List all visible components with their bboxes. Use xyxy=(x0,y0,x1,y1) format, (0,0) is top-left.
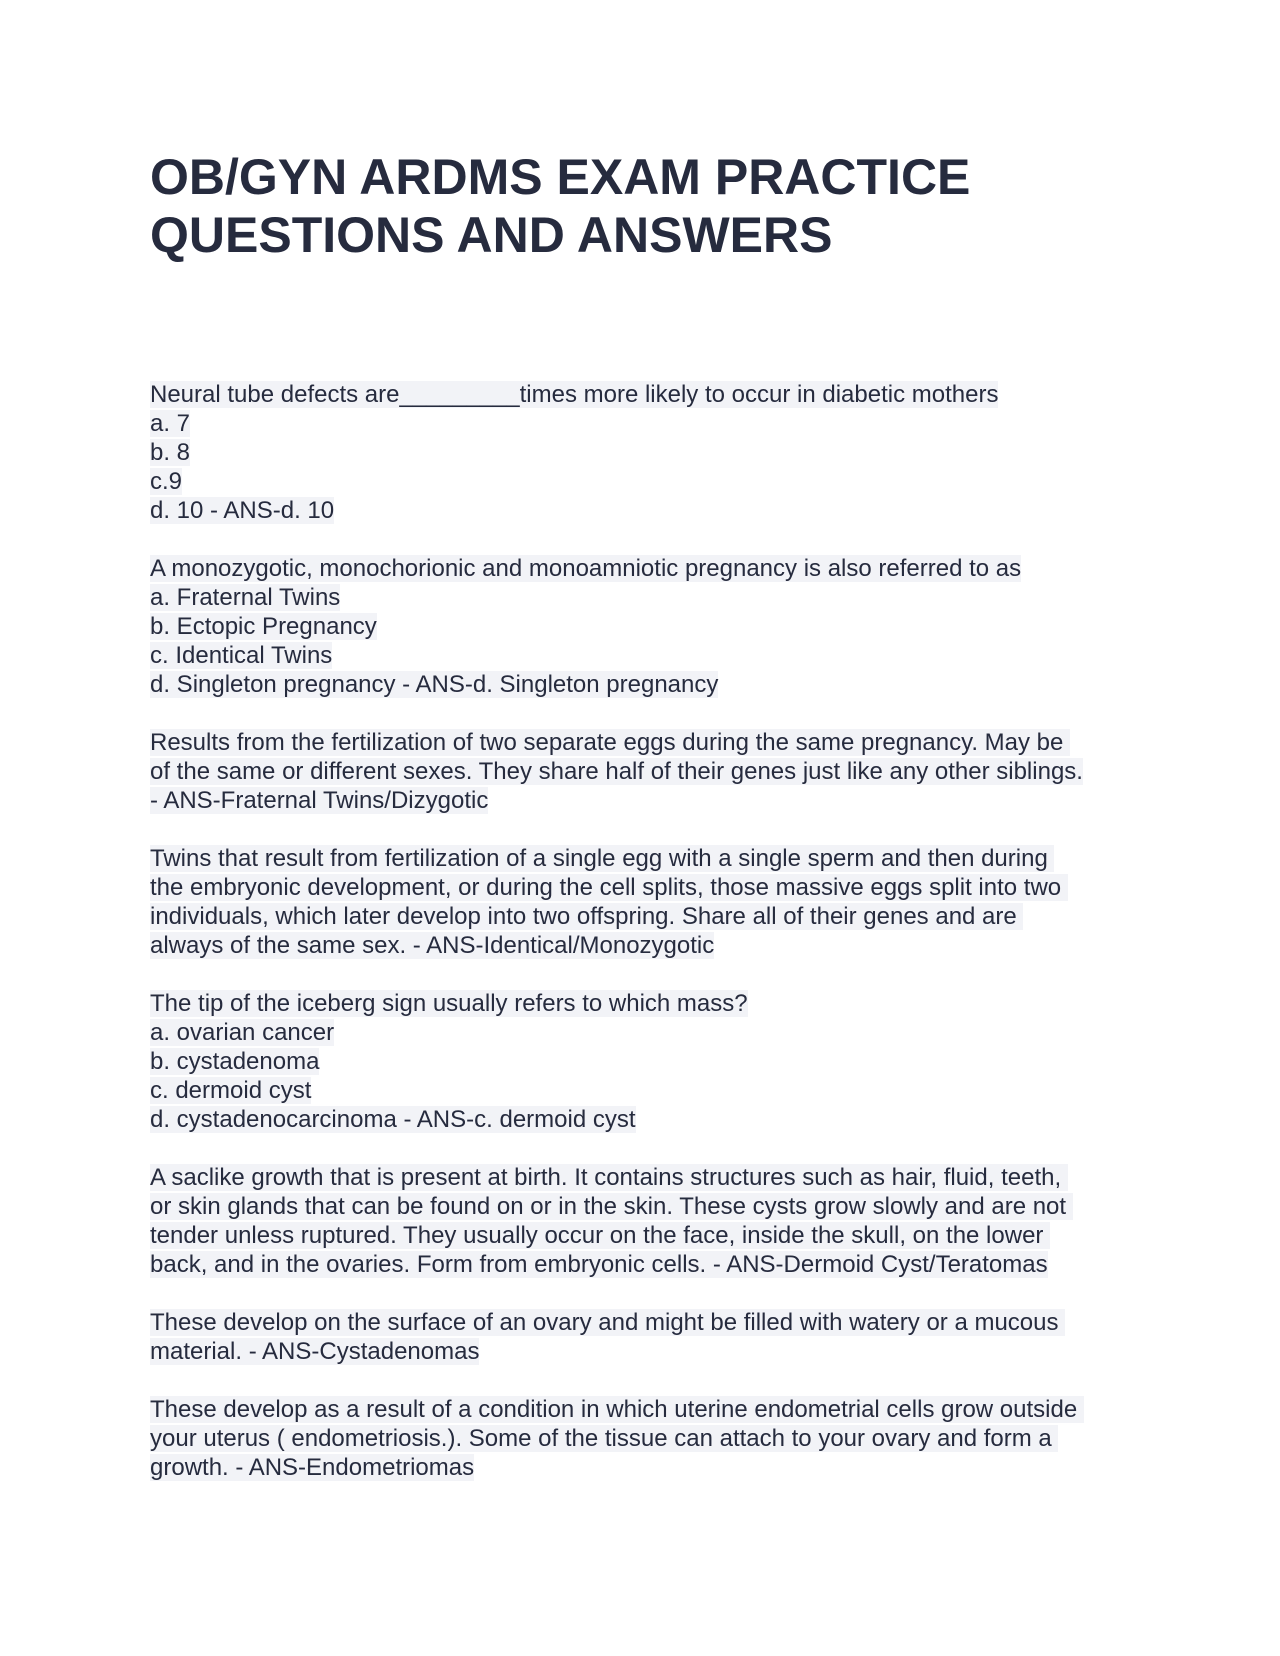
text-line: The tip of the iceberg sign usually refers to which mass? xyxy=(150,990,748,1017)
text-line: b. Ectopic Pregnancy xyxy=(150,613,377,640)
text-line: b. 8 xyxy=(150,439,191,466)
text-line: These develop as a result of a condition in which uterine endometrial cells grow outside xyxy=(150,1396,1084,1423)
text-line: c. Identical Twins xyxy=(150,642,333,669)
text-line: back, and in the ovaries. Form from embryonic cells. - ANS-Dermoid Cyst/Teratomas xyxy=(150,1251,1048,1278)
text-line: of the same or different sexes. They share half of their genes just like any other siblings. xyxy=(150,758,1083,785)
question-block xyxy=(150,989,1150,1134)
text-line: tender unless ruptured. They usually occur on the face, inside the skull, on the lower xyxy=(150,1222,1051,1249)
text-line: A monozygotic, monochorionic and monoamniotic pregnancy is also referred to as xyxy=(150,555,1022,582)
text-line: material. - ANS-Cystadenomas xyxy=(150,1338,480,1365)
text-line: your uterus ( endometriosis.). Some of the tissue can attach to your ovary and form a xyxy=(150,1425,1059,1452)
question-block xyxy=(150,1395,1150,1482)
text-line: the embryonic development, or during the cell splits, those massive eggs split into two xyxy=(150,874,1068,901)
text-line: b. cystadenoma xyxy=(150,1048,320,1075)
text-line: d. 10 - ANS-d. 10 xyxy=(150,497,335,524)
text-line: always of the same sex. - ANS-Identical/Monozygotic xyxy=(150,932,715,959)
text-line: Results from the fertilization of two separate eggs during the same pregnancy. May be xyxy=(150,729,1071,756)
text-line: d. Singleton pregnancy - ANS-d. Singleton pregnancy xyxy=(150,671,719,698)
text-line: growth. - ANS-Endometriomas xyxy=(150,1454,475,1481)
text-line: - ANS-Fraternal Twins/Dizygotic xyxy=(150,787,489,814)
question-block xyxy=(150,1163,1150,1279)
question-block xyxy=(150,554,1150,699)
title-line-1: OB/GYN ARDMS EXAM PRACTICE xyxy=(150,149,971,205)
text-line: a. ovarian cancer xyxy=(150,1019,335,1046)
text-line: Neural tube defects are_________times more likely to occur in diabetic mothers xyxy=(150,381,999,408)
text-line: c. dermoid cyst xyxy=(150,1077,312,1104)
text-line: individuals, which later develop into two offspring. Share all of their genes and are xyxy=(150,903,1024,930)
text-line: These develop on the surface of an ovary and might be filled with watery or a mucous xyxy=(150,1309,1066,1336)
question-block xyxy=(150,728,1150,815)
question-block xyxy=(150,380,1150,525)
title-line-2: QUESTIONS AND ANSWERS xyxy=(150,207,833,263)
text-line: a. Fraternal Twins xyxy=(150,584,341,611)
text-line: or skin glands that can be found on or in the skin. These cysts grow slowly and are not xyxy=(150,1193,1073,1220)
text-line: c.9 xyxy=(150,468,183,495)
text-line: A saclike growth that is present at birth. It contains structures such as hair, fluid, teeth, xyxy=(150,1164,1068,1191)
question-block xyxy=(150,844,1150,960)
text-line: d. cystadenocarcinoma - ANS-c. dermoid cyst xyxy=(150,1106,636,1133)
question-block xyxy=(150,1308,1150,1366)
text-line: Twins that result from fertilization of a single egg with a single sperm and then during xyxy=(150,845,1055,872)
document-body xyxy=(150,380,1150,1511)
text-line: a. 7 xyxy=(150,410,191,437)
document-title xyxy=(150,148,1150,264)
